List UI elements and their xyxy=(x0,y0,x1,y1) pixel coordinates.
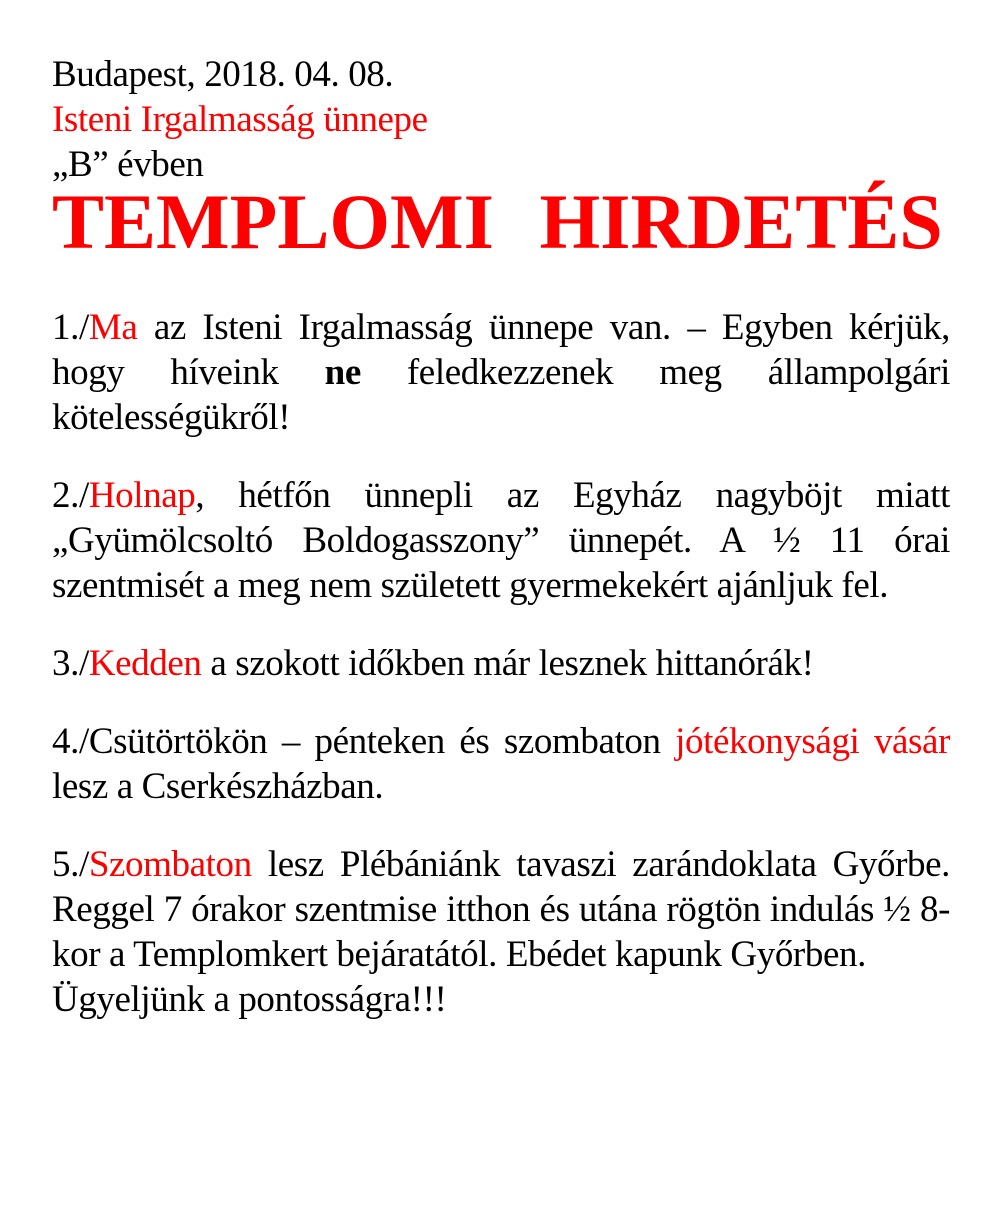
text-segment: az Isteni Irgalmasság ünnepe van. – Egyben kérjük, hogy híveink xyxy=(52,307,950,393)
liturgical-year: „B” évben xyxy=(52,144,204,185)
page-title: TEMPLOMI HIRDETÉS xyxy=(52,178,943,265)
document-header xyxy=(52,52,950,187)
announcement-paragraph xyxy=(52,977,950,1022)
text-segment: feledkezzenek meg állampolgári kötelességükről! xyxy=(52,352,950,438)
feast-name: Isteni Irgalmasság ünnepe xyxy=(52,99,428,140)
dateline: Budapest, 2018. 04. 08. xyxy=(52,54,394,95)
announcement-paragraph xyxy=(52,719,950,809)
highlighted-text-segment: Szombaton xyxy=(88,844,252,885)
text-segment: ne xyxy=(324,352,361,393)
text-segment: 4./Csütörtökön – pénteken és szombaton xyxy=(52,721,676,762)
text-segment: lesz a Cserkészházban. xyxy=(52,766,384,807)
text-segment: 5./ xyxy=(52,844,89,885)
announcement-list xyxy=(52,305,950,1022)
highlighted-text-segment: jótékonysági vásár xyxy=(675,721,951,762)
announcement-paragraph xyxy=(52,473,950,608)
announcement-paragraph xyxy=(52,305,950,440)
text-segment: 3./ xyxy=(52,643,89,684)
text-segment: , hétfőn ünnepli az Egyház nagyböjt miatt „Gyümölcsoltó Boldogasszony” ünnepét. A ½ 11 órai szentmisét a meg nem született gyermekekért ajánljuk fel. xyxy=(52,475,950,606)
announcement-paragraph xyxy=(52,842,950,977)
highlighted-text-segment: Holnap xyxy=(88,475,196,516)
text-segment: lesz Plébániánk tavaszi zarándoklata Győrbe. Reggel 7 órakor szentmise itthon és utána rögtön indulás ½ 8-kor a Templomkert bejáratától. Ebédet kapunk Győrben. xyxy=(52,844,950,975)
text-segment: 2./ xyxy=(52,475,89,516)
text-segment: 1./ xyxy=(52,307,89,348)
highlighted-text-segment: Ma xyxy=(88,307,138,348)
highlighted-text-segment: Kedden xyxy=(88,643,202,684)
text-segment: Ügyeljünk a pontosságra!!! xyxy=(52,979,447,1020)
announcement-paragraph xyxy=(52,641,950,686)
text-segment: a szokott időkben már lesznek hittanórák! xyxy=(201,643,814,684)
